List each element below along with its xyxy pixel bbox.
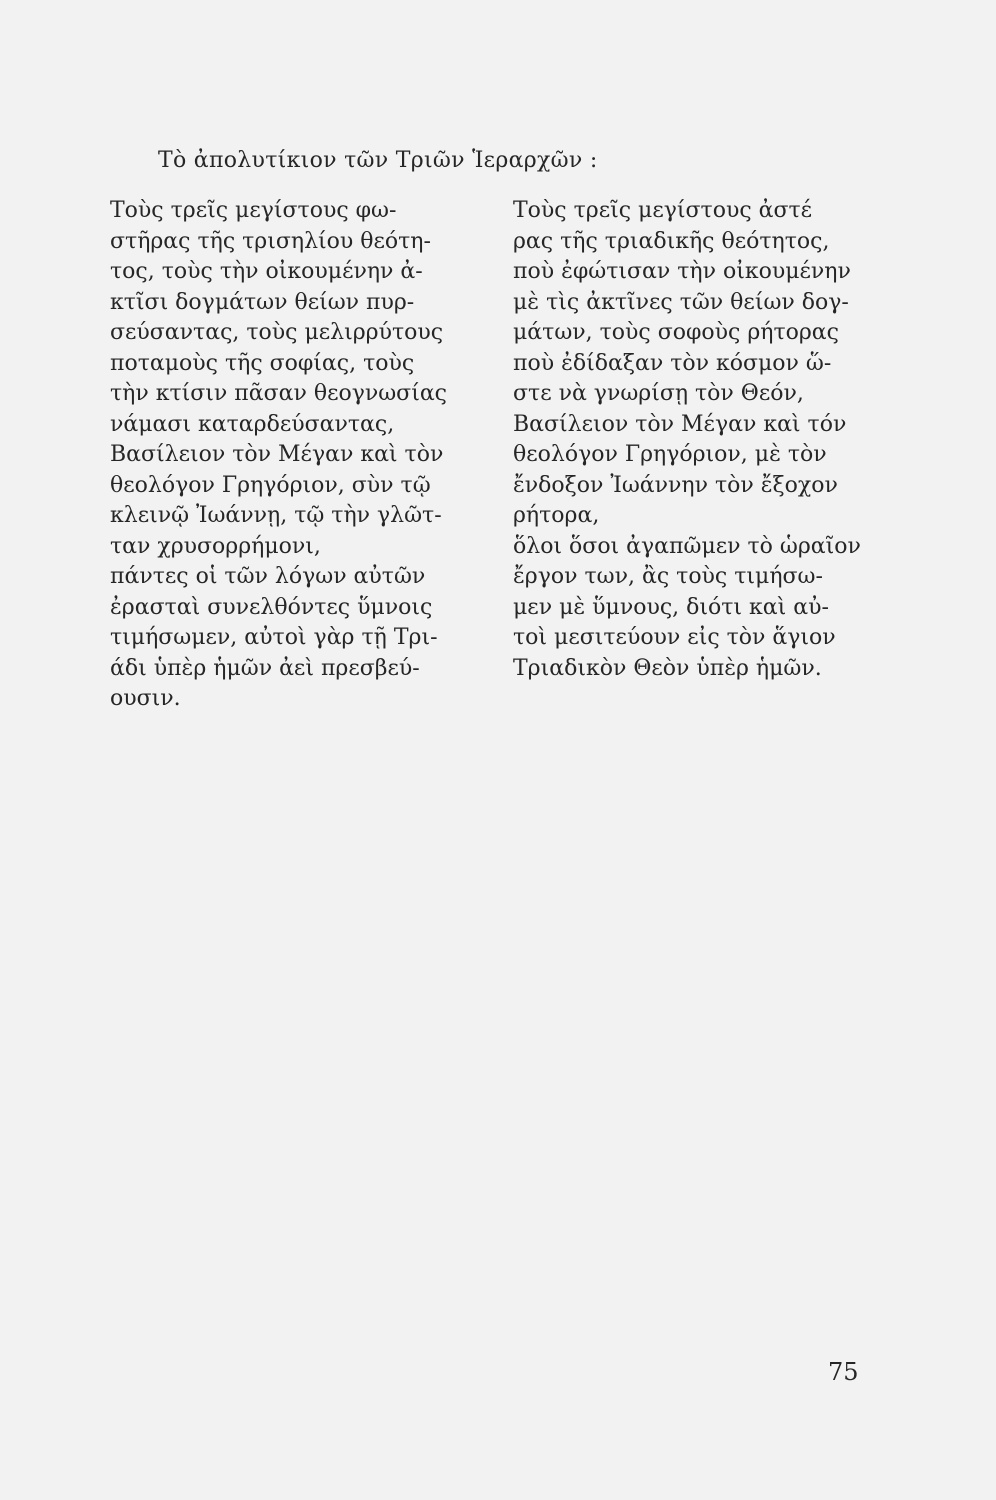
text-line: στῆρας τῆς τρισηλίου θεότη- xyxy=(110,228,431,254)
text-line: ἔργον των, ἂς τοὺς τιμήσω- xyxy=(513,564,823,589)
text-line: άδι ὑπὲρ ἡμῶν ἀεὶ πρεσβεύ- xyxy=(110,655,420,681)
text-line: ποὺ ἐδίδαξαν τὸν κόσμον ὥ- xyxy=(513,350,832,376)
text-line: τιμήσωμεν, αὐτοὶ γὰρ τῇ Τρι- xyxy=(110,625,438,650)
text-line: Τοὺς τρεῖς μεγίστους φω- xyxy=(110,198,397,223)
text-line: Βασίλειον τὸν Μέγαν καὶ τὸν xyxy=(110,442,444,467)
text-line: νάμασι καταρδεύσαντας, xyxy=(110,411,395,437)
section-heading: Τὸ ἀπολυτίκιον τῶν Τριῶν Ἱεραρχῶν : xyxy=(158,148,598,173)
text-line: ἐρασταὶ συνελθόντες ὕμνοις xyxy=(110,594,433,620)
text-line: πάντες οἱ τῶν λόγων αὐτῶν xyxy=(110,564,426,589)
left-column-original-text xyxy=(110,196,460,715)
text-line: θεολόγον Γρηγόριον, σὺν τῷ xyxy=(110,472,431,498)
text-line: μεν μὲ ὕμνους, διότι καὶ αὐ- xyxy=(513,594,829,620)
text-line: ἔνδοξον Ἰωάννην τὸν ἔξοχον xyxy=(513,472,838,498)
text-line: κτῖσι δογμάτων θείων πυρ- xyxy=(110,289,415,315)
text-line: ρήτορα, xyxy=(513,503,600,528)
text-line: τοὶ μεσιτεύουν εἰς τὸν ἅγιον xyxy=(513,625,836,650)
text-line: ουσιν. xyxy=(110,686,181,711)
text-line: σεύσαντας, τοὺς μελιρρύτους xyxy=(110,320,444,345)
text-line: θεολόγον Γρηγόριον, μὲ τὸν xyxy=(513,442,827,467)
text-line: στε νὰ γνωρίσῃ τὸν Θεόν, xyxy=(513,381,804,406)
text-line: τος, τοὺς τὴν οἰκουμένην ἀ- xyxy=(110,259,423,284)
text-line: Βασίλειον τὸν Μέγαν καὶ τόν xyxy=(513,411,847,437)
text-line: μάτων, τοὺς σοφοὺς ρήτορας xyxy=(513,320,839,345)
text-line: Τοὺς τρεῖς μεγίστους ἀστέ xyxy=(513,198,813,223)
text-line: ρας τῆς τριαδικῆς θεότητος, xyxy=(513,228,830,254)
text-line: ποταμοὺς τῆς σοφίας, τοὺς xyxy=(110,350,415,376)
right-column-translation xyxy=(513,196,863,684)
text-line: ταν χρυσορρήμονι, xyxy=(110,533,321,559)
text-line: τὴν κτίσιν πᾶσαν θεογνωσίας xyxy=(110,381,448,406)
text-line: κλεινῷ Ἰωάννῃ, τῷ τὴν γλῶτ- xyxy=(110,503,442,528)
text-line: ποὺ ἐφώτισαν τὴν οἰκουμένην xyxy=(513,259,851,284)
text-line: Τριαδικὸν Θεὸν ὑπὲρ ἡμῶν. xyxy=(513,655,822,681)
text-line: μὲ τὶς ἀκτῖνες τῶν θείων δογ- xyxy=(513,289,849,315)
page-number: 75 xyxy=(828,1358,859,1386)
text-line: ὅλοι ὅσοι ἀγαπῶμεν τὸ ὡραῖον xyxy=(513,533,861,559)
